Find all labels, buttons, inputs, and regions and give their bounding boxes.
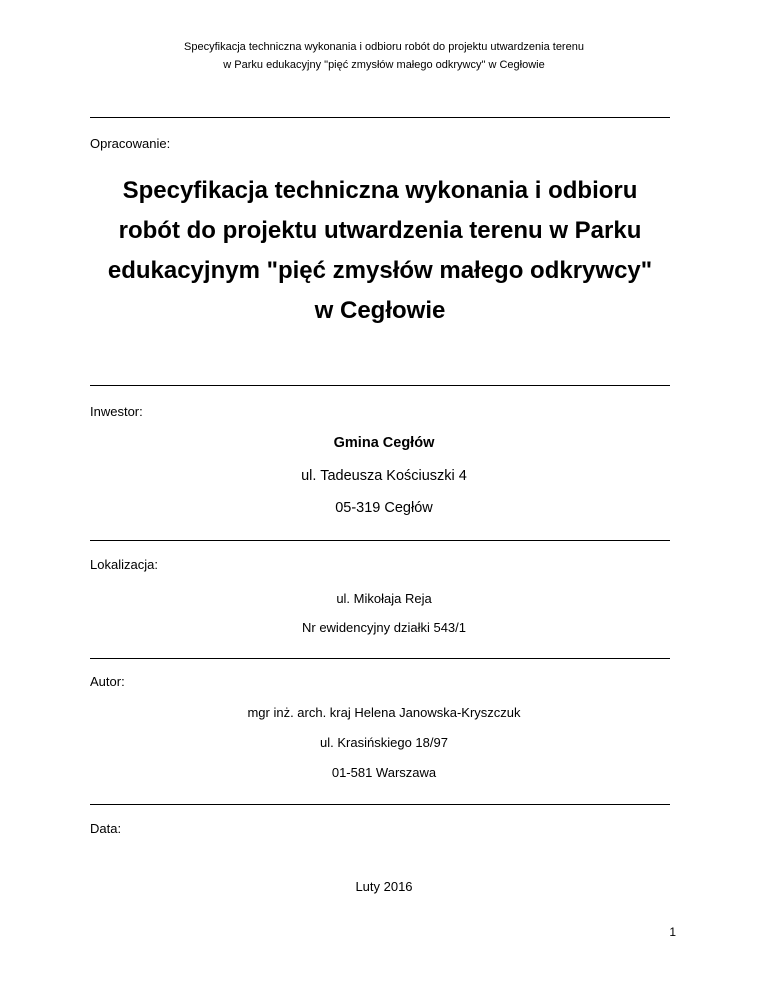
running-header-line-1: Specyfikacja techniczna wykonania i odbioru robót do projektu utwardzenia terenu [184,41,584,53]
divider [90,385,670,386]
author-street: ul. Krasińskiego 18/97 [320,735,448,750]
title-line-4: w Cegłowie [314,297,446,324]
author-label: Autor: [90,674,125,689]
investor-city: 05-319 Cegłów [335,500,433,516]
author-city: 01-581 Warszawa [331,765,437,780]
running-header-line-2: w Parku edukacyjny "pięć zmysłów małego odkrywcy" w Cegłowie [223,59,545,71]
location-label: Lokalizacja: [90,557,158,572]
investor-label: Inwestor: [90,404,143,419]
page-number: 1 [669,925,676,939]
title-line-2: robót do projektu utwardzenia terenu w Parku [118,217,642,244]
prepared-by-label: Opracowanie: [90,136,171,151]
date-label: Data: [90,821,122,836]
title-line-3: edukacyjnym "pięć zmysłów małego odkrywcy" [107,257,653,284]
investor-name: Gmina Cegłów [333,435,435,451]
divider [90,117,670,118]
investor-street: ul. Tadeusza Kościuszki 4 [301,468,467,484]
title-line-1: Specyfikacja techniczna wykonania i odbioru [122,177,638,204]
divider [90,658,670,659]
date-value: Luty 2016 [355,879,413,894]
divider [90,540,670,541]
location-plot: Nr ewidencyjny działki 543/1 [301,620,467,635]
author-name: mgr inż. arch. kraj Helena Janowska-Kryszczuk [247,705,521,720]
location-street: ul. Mikołaja Reja [336,591,432,606]
divider [90,804,670,805]
